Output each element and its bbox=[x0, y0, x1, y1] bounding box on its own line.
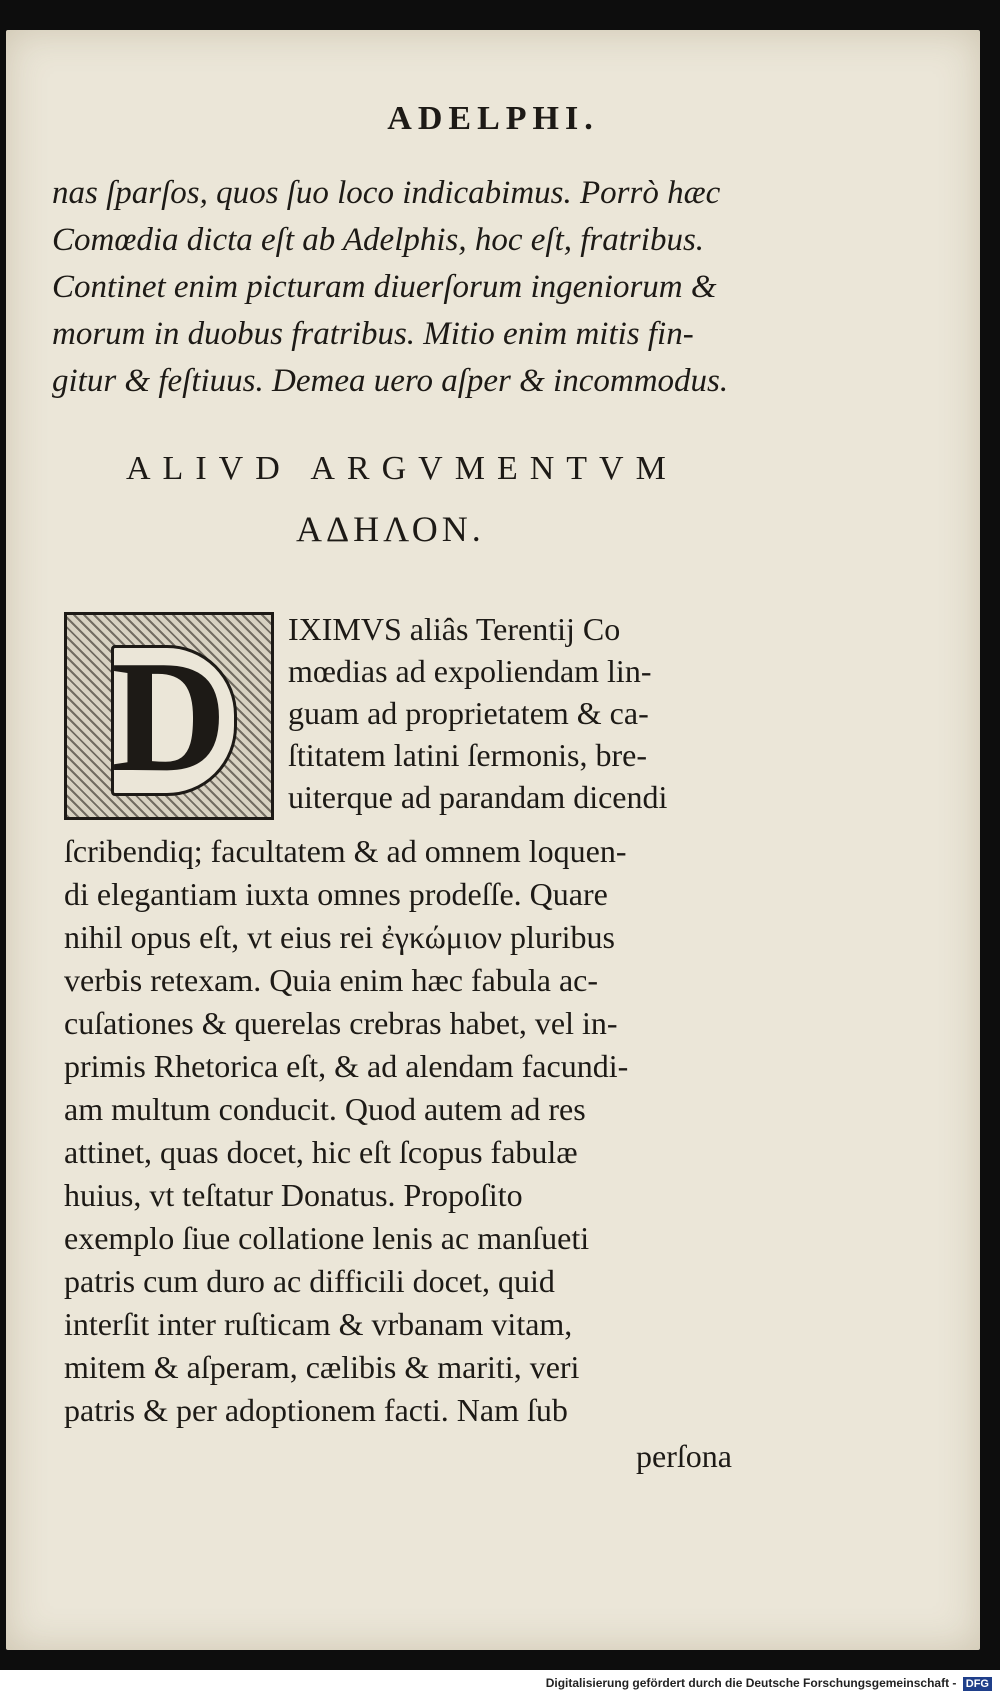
intro-line: morum in duobus fratribus. Mitio enim mitis fin- bbox=[52, 316, 694, 352]
body-line: nihil opus eſt, vt eius rei ἐγκώμιον pluribus bbox=[64, 919, 615, 955]
funding-credit bbox=[546, 1676, 992, 1691]
body-line: ſtitatem latini ſermonis, bre- bbox=[288, 737, 648, 773]
intro-line: gitur & feſtiuus. Demea uero aſper & incommodus. bbox=[52, 363, 729, 399]
dfg-logo: DFG bbox=[963, 1677, 992, 1691]
section-heading-greek: ΑΔΗΛΟΝ. bbox=[296, 509, 485, 549]
body-opening-lines bbox=[288, 608, 768, 818]
body-line: huius, vt teſtatur Donatus. Propoſito bbox=[64, 1177, 523, 1213]
body-line: IXIMVS aliâs Terentij Co bbox=[288, 611, 621, 647]
intro-line: Comœdia dicta eſt ab Adelphis, hoc eſt, fratribus. bbox=[52, 222, 705, 258]
body-line: verbis retexam. Quia enim hæc fabula ac- bbox=[64, 962, 598, 998]
body-line: ſcribendiq; facultatem & ad omnem loquen- bbox=[64, 833, 627, 869]
body-line: attinet, quas docet, hic eſt ſcopus fabulæ bbox=[64, 1134, 578, 1170]
body-line: exemplo ſiue collatione lenis ac manſueti bbox=[64, 1220, 590, 1256]
body-line: patris & per adoptionem facti. Nam ſub bbox=[64, 1392, 568, 1428]
body-line: primis Rhetorica eſt, & ad alendam facundi- bbox=[64, 1048, 629, 1084]
body-line: patris cum duro ac difficili docet, quid bbox=[64, 1263, 555, 1299]
body-line: guam ad proprietatem & ca- bbox=[288, 695, 649, 731]
intro-line: nas ſparſos, quos ſuo loco indicabimus. Porrò hæc bbox=[52, 175, 721, 211]
body-paragraph bbox=[64, 830, 774, 1432]
body-line: uiterque ad parandam dicendi bbox=[288, 779, 668, 815]
decorated-initial bbox=[64, 612, 274, 820]
running-head: ADELPHI. bbox=[387, 100, 599, 137]
body-line: mitem & aſperam, cælibis & mariti, veri bbox=[64, 1349, 580, 1385]
intro-paragraph bbox=[52, 170, 772, 405]
funding-credit-text: Digitalisierung gefördert durch die Deutsche Forschungsgemeinschaft - bbox=[545, 1676, 957, 1690]
catchword: perſona bbox=[636, 1438, 732, 1474]
book-page bbox=[6, 30, 980, 1650]
body-line: mœdias ad expoliendam lin- bbox=[288, 653, 652, 689]
section-heading: ALIVD ARGVMENTVM bbox=[126, 450, 678, 487]
body-line: cuſationes & querelas crebras habet, vel in- bbox=[64, 1005, 618, 1041]
body-line: interſit inter ruſticam & vrbanam vitam, bbox=[64, 1306, 573, 1342]
body-line: di elegantiam iuxta omnes prodeſſe. Quare bbox=[64, 876, 608, 912]
intro-line: Continet enim picturam diuerſorum ingeniorum & bbox=[52, 269, 717, 305]
body-line: am multum conducit. Quod autem ad res bbox=[64, 1091, 586, 1127]
initial-letter: D bbox=[111, 627, 227, 805]
